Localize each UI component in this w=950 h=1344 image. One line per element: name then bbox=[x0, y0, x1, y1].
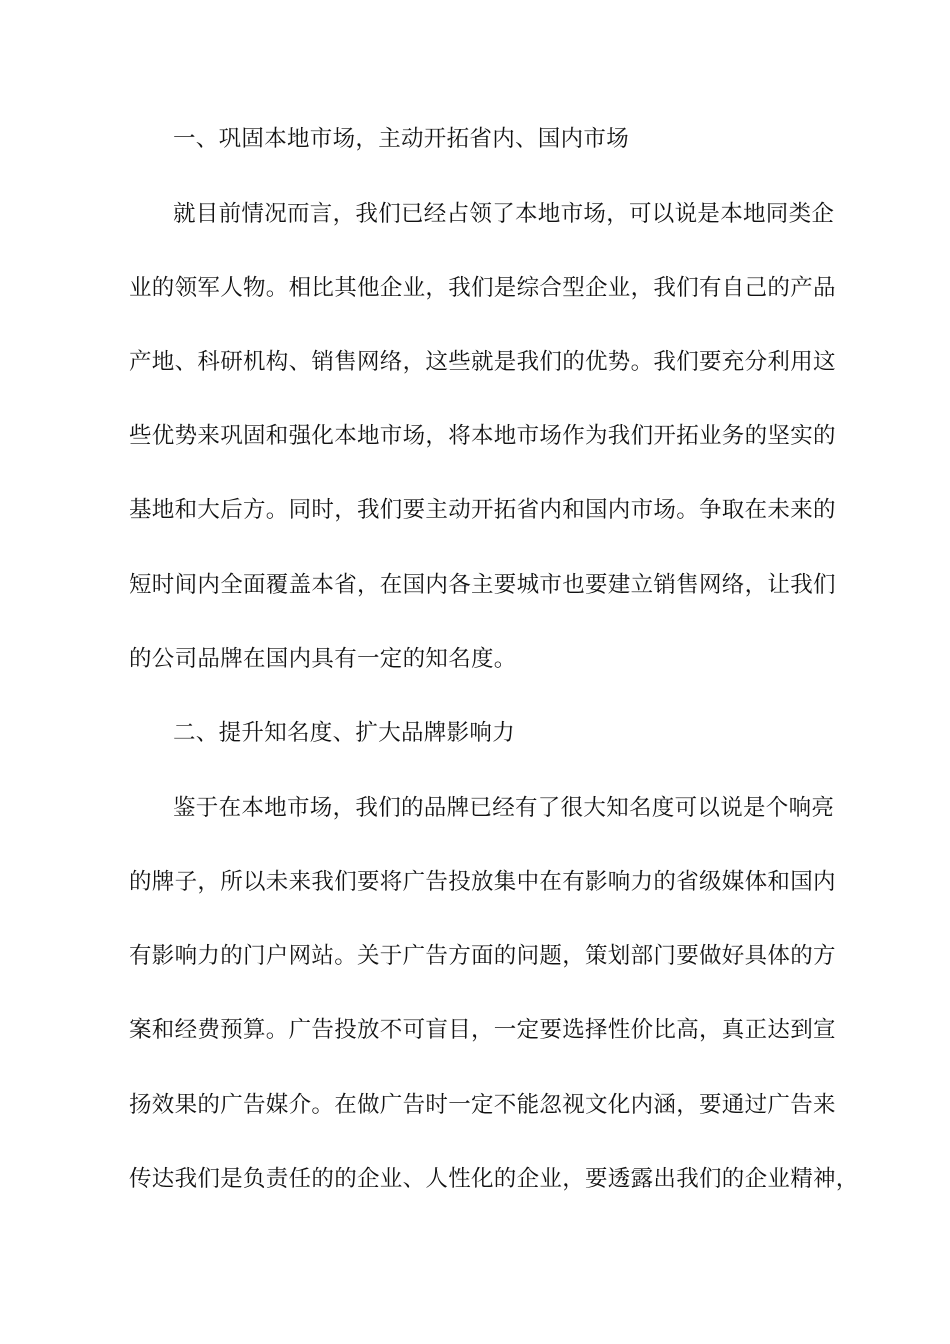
paragraph-line: 产地、科研机构、销售网络，这些就是我们的优势。我们要充分利用这 bbox=[129, 349, 836, 375]
paragraph-line: 些优势来巩固和强化本地市场，将本地市场作为我们开拓业务的坚实的 bbox=[129, 423, 836, 449]
paragraph-line: 基地和大后方。同时，我们要主动开拓省内和国内市场。争取在未来的 bbox=[129, 497, 836, 523]
paragraph-line: 扬效果的广告媒介。在做广告时一定不能忽视文化内涵，要通过广告来 bbox=[129, 1092, 836, 1118]
paragraph-line: 传达我们是负责任的的企业、人性化的企业，要透露出我们的企业精神， bbox=[129, 1166, 859, 1192]
paragraph-line: 鉴于在本地市场，我们的品牌已经有了很大知名度可以说是个响亮 bbox=[173, 795, 835, 821]
paragraph-line: 的牌子，所以未来我们要将广告投放集中在有影响力的省级媒体和国内 bbox=[129, 869, 836, 895]
paragraph-line: 就目前情况而言，我们已经占领了本地市场，可以说是本地同类企 bbox=[173, 201, 835, 227]
paragraph-line: 的公司品牌在国内具有一定的知名度。 bbox=[129, 646, 517, 672]
paragraph-line: 有影响力的门户网站。关于广告方面的问题，策划部门要做好具体的方 bbox=[129, 943, 836, 969]
section-heading-1: 一、巩固本地市场，主动开拓省内、国内市场 bbox=[173, 126, 630, 152]
section-heading-2: 二、提升知名度、扩大品牌影响力 bbox=[173, 720, 516, 746]
paragraph-line: 业的领军人物。相比其他企业，我们是综合型企业，我们有自己的产品 bbox=[129, 275, 836, 301]
paragraph-line: 案和经费预算。广告投放不可盲目，一定要选择性价比高，真正达到宣 bbox=[129, 1017, 836, 1043]
paragraph-line: 短时间内全面覆盖本省，在国内各主要城市也要建立销售网络，让我们 bbox=[129, 572, 836, 598]
